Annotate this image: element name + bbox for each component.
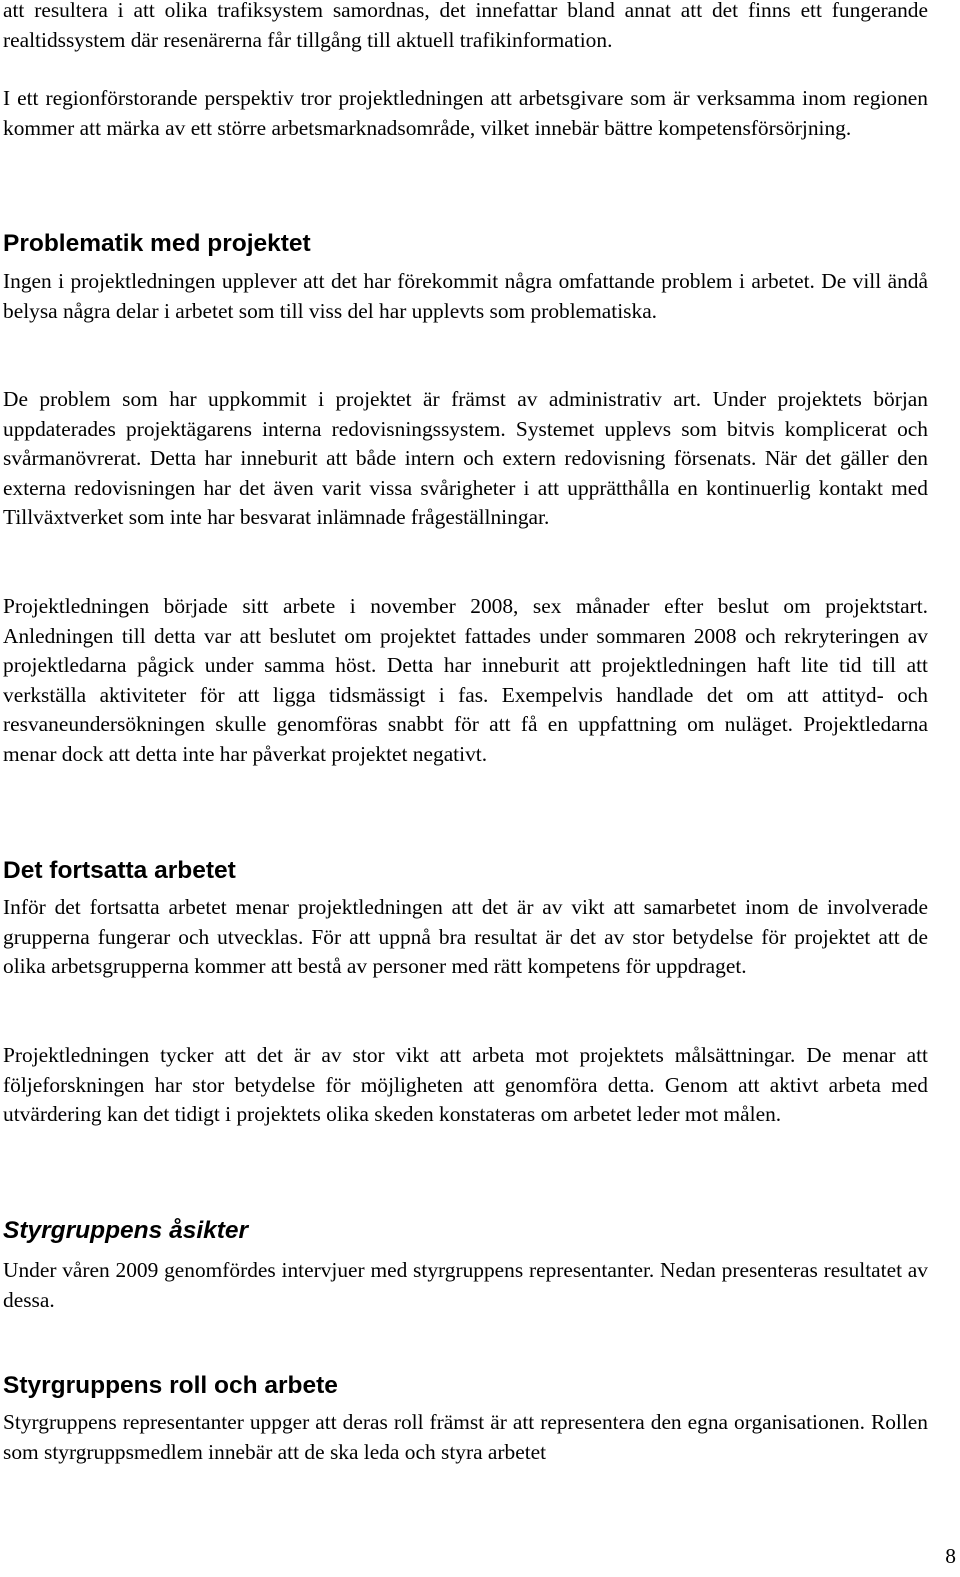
paragraph-roll: Styrgruppens representanter uppger att deras roll främst är att representera den egna organisationen. Rollen som styrgruppsmedlem innebär att de ska leda och styra arbetet [3, 1410, 928, 1464]
paragraph-intervjuer: Under våren 2009 genomfördes intervjuer med styrgruppens representanter. Nedan presenteras resultatet av dessa. [3, 1258, 928, 1312]
paragraph-administrativa-problem: De problem som har uppkommit i projektet är främst av administrativ art. Under projektets början uppdaterades projektägarens interna redovisningssystem. Systemet upplevs som bitvis komplicerat och svårmanövrerat. Detta har inneburit att både intern och extern redovisning försenats. När det gäller den externa redovisningen har det även varit vissa svårigheter i att upprätthålla en kontinuerlig kontakt med Tillväxtverket som inte har besvarat inlämnade frågeställningar. [3, 387, 928, 530]
paragraph-trafiksystem: att resultera i att olika trafiksystem samordnas, det innefattar bland annat att det finns ett fungerande realtidssystem där resenärerna får tillgång till aktuell trafikinformation. [3, 0, 928, 52]
paragraph-problem-intro: Ingen i projektledningen upplever att det har förekommit några omfattande problem i arbetet. De vill ändå belysa några delar i arbetet som till viss del har upplevts som problematiska. [3, 269, 928, 323]
paragraph-samarbete: Inför det fortsatta arbetet menar projektledningen att det är av vikt att samarbetet inom de involverade grupperna fungerar och utvecklas. För att uppnå bra resultat är det av stor betydelse för projektet att de olika arbetsgrupperna kommer att bestå av personer med rätt kompetens för uppdraget. [3, 895, 928, 979]
paragraph-malsattningar: Projektledningen tycker att det är av stor vikt att arbeta mot projektets målsättningar. De menar att följeforskningen har stor betydelse för möjligheten att genomföra detta. Genom att aktivt arbeta med utvärdering kan det tidigt i projektets olika skeden konstateras om arbetet leder mot målen. [3, 1043, 928, 1127]
heading-styrgruppens-roll: Styrgruppens roll och arbete [3, 1372, 338, 1399]
heading-fortsatta-arbetet: Det fortsatta arbetet [3, 857, 236, 884]
page-number: 8 [945, 1544, 956, 1568]
heading-styrgruppens-asikter: Styrgruppens åsikter [3, 1217, 249, 1244]
paragraph-projektstart: Projektledningen började sitt arbete i november 2008, sex månader efter beslut om projektstart. Anledningen till detta var att beslutet om projektet fattades under sommaren 2008 och rekryteringen av projektledarna pågick under samma höst. Detta har inneburit att projektledningen haft lite tid till att verkställa aktiviteter för att ligga tidsmässigt i fas. Exempelvis handlade det om att attityd- och resvaneundersökningen skulle genomföras snabbt för att få en uppfattning om nuläget. Projektledarna menar dock att detta inte har påverkat projektet negativt. [3, 594, 928, 766]
paragraph-regionforstorande: I ett regionförstorande perspektiv tror projektledningen att arbetsgivare som är verksamma inom regionen kommer att märka av ett större arbetsmarknadsområde, vilket innebär bättre kompetensförsörjning. [3, 86, 928, 140]
heading-problematik: Problematik med projektet [3, 230, 311, 257]
